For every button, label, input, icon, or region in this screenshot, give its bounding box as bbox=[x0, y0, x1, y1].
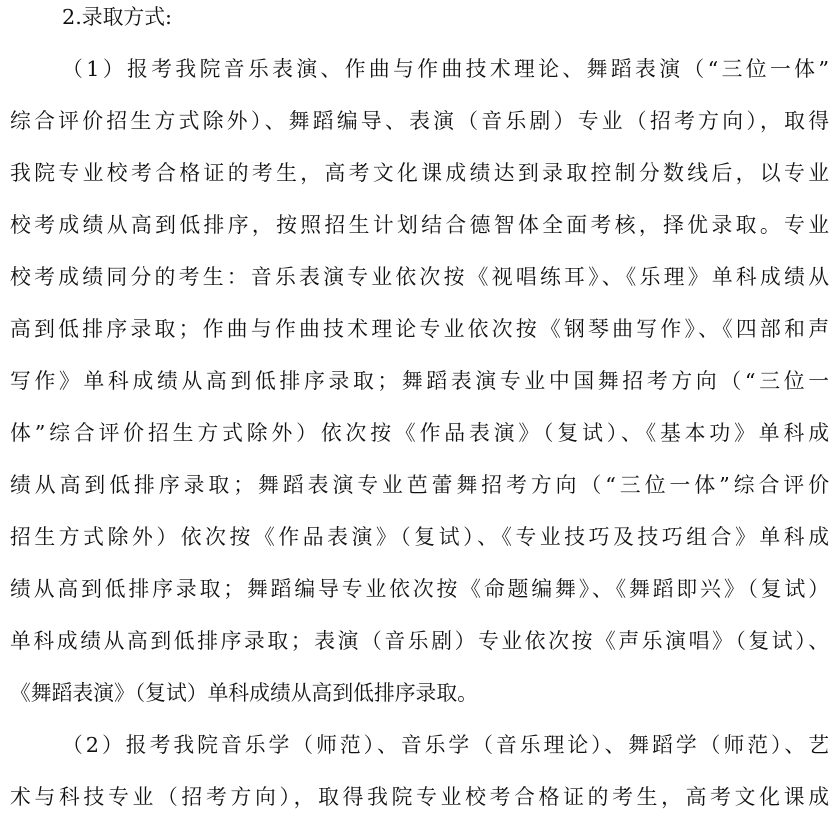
paragraph-1-line-13: 《舞蹈表演》（复试）单科成绩从高到低排序录取。 bbox=[10, 681, 478, 705]
paragraph-1-line-9: 绩从高到低排序录取；舞蹈表演专业芭蕾舞招考方向（“三位一体”综合评价 bbox=[10, 473, 829, 497]
paragraph-2-line-2: 术与科技专业（招考方向），取得我院专业校考合格证的考生，高考文化课成 bbox=[10, 785, 829, 809]
paragraph-1-line-2: 综合评价招生方式除外）、舞蹈编导、表演（音乐剧）专业（招考方向），取得 bbox=[10, 109, 829, 133]
paragraph-1-line-3: 我院专业校考合格证的考生，高考文化课成绩达到录取控制分数线后，以专业 bbox=[10, 161, 829, 185]
paragraph-1-line-12: 单科成绩从高到低排序录取；表演（音乐剧）专业依次按《声乐演唱》（复试）、 bbox=[10, 629, 829, 653]
paragraph-1-line-7: 写作》单科成绩从高到低排序录取；舞蹈表演专业中国舞招考方向（“三位一 bbox=[10, 369, 829, 393]
paragraph-1-line-11: 绩从高到低排序录取；舞蹈编导专业依次按《命题编舞》、《舞蹈即兴》（复试） bbox=[10, 577, 829, 601]
paragraph-1-line-6: 高到低排序录取；作曲与作曲技术理论专业依次按《钢琴曲写作》、《四部和声 bbox=[10, 317, 829, 341]
paragraph-1-line-5: 校考成绩同分的考生：音乐表演专业依次按《视唱练耳》、《乐理》单科成绩从 bbox=[10, 265, 829, 289]
paragraph-1-line-1: （1）报考我院音乐表演、作曲与作曲技术理论、舞蹈表演（“三位一体” bbox=[62, 57, 829, 81]
paragraph-1-line-10: 招生方式除外）依次按《作品表演》（复试）、《专业技巧及技巧组合》单科成 bbox=[10, 525, 829, 549]
section-heading: 2.录取方式: bbox=[62, 5, 173, 29]
paragraph-1-line-4: 校考成绩从高到低排序，按照招生计划结合德智体全面考核，择优录取。专业 bbox=[10, 213, 829, 237]
paragraph-1-line-8: 体”综合评价招生方式除外）依次按《作品表演》（复试）、《基本功》单科成 bbox=[10, 421, 829, 445]
paragraph-2-line-1: （2）报考我院音乐学（师范）、音乐学（音乐理论）、舞蹈学（师范）、艺 bbox=[62, 733, 829, 757]
